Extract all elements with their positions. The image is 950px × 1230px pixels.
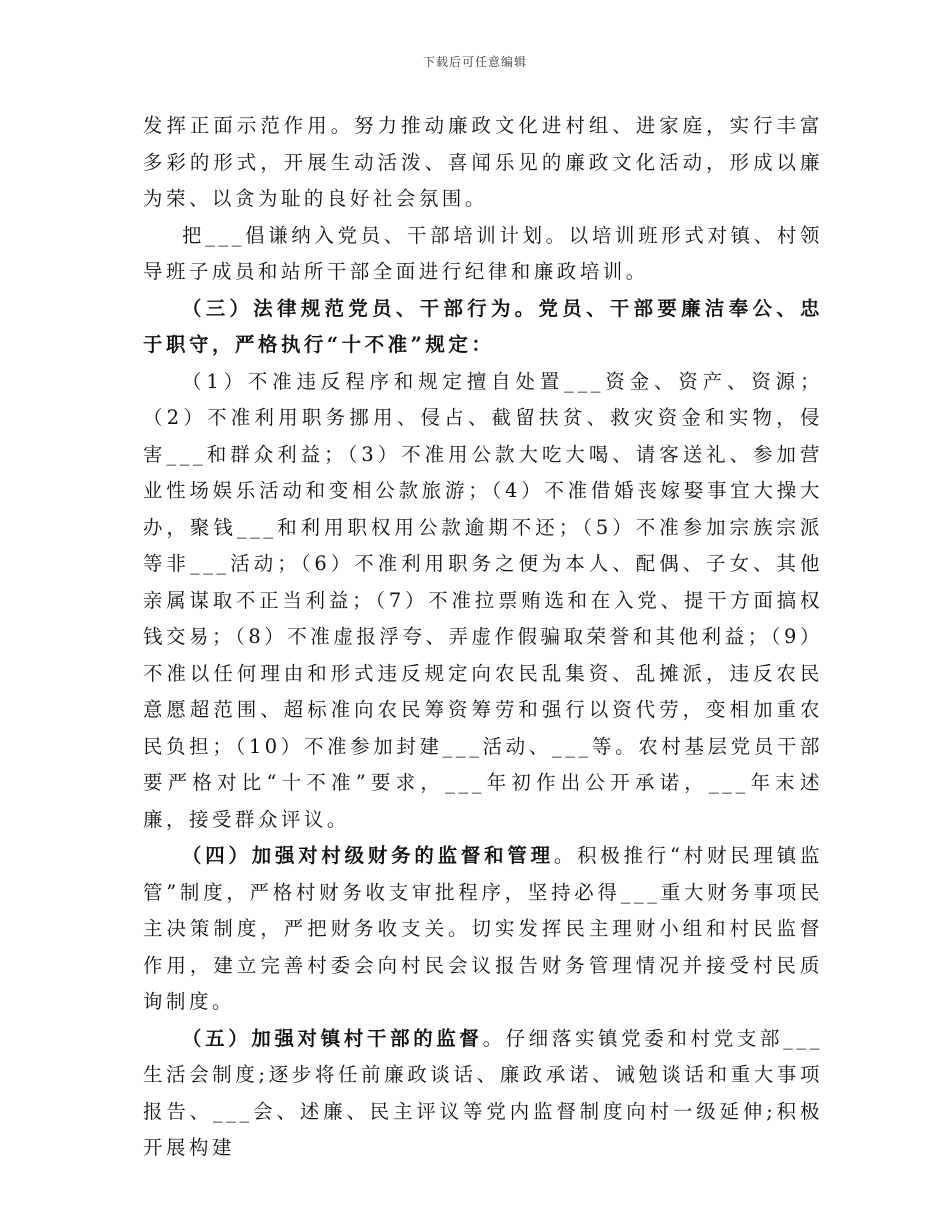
paragraph-section-4 bbox=[143, 838, 823, 1021]
section-heading-5: （五）加强对镇村干部的监督 bbox=[182, 1026, 483, 1050]
section-heading-3: （三）法律规范党员、干部行为。党员、干部要廉洁奉公、忠于职守，严格执行“十不准”规定： bbox=[143, 296, 823, 356]
document-body bbox=[143, 108, 823, 1167]
paragraph-section-5 bbox=[143, 1021, 823, 1167]
page-header: 下载后可任意编辑 bbox=[422, 55, 527, 69]
paragraph-ten-rules: （1）不准违反程序和规定擅自处置___资金、资产、资源；（2）不准利用职务挪用、侵占、截留扶贫、救灾资金和实物，侵害___和群众利益；（3）不准用公款大吃大喝、请客送礼、参加营业性场娱乐活动和变相公款旅游；（4）不准借婚丧嫁娶事宜大操大办，聚钱___和利用职权用公款逾期不还；（5）不准参加宗族宗派等非___活动；（6）不准利用职务之便为本人、配偶、子女、其他亲属谋取不正当利益；（7）不准拉票贿选和在入党、提干方面搞权钱交易；（8）不准虚报浮夸、弄虚作假骗取荣誉和其他利益；（9）不准以任何理由和形式违反规定向农民乱集资、乱摊派，违反农民意愿超范围、超标准向农民筹资筹劳和强行以资代劳，变相加重农民负担；（10）不准参加封建___活动、___等。农村基层党员干部要严格对比“十不准”要求，___年初作出公开承诺，___年末述廉，接受群众评议。 bbox=[143, 369, 823, 831]
paragraph-1: 发挥正面示范作用。努力推动廉政文化进村组、进家庭，实行丰富多彩的形式，开展生动活泼、喜闻乐见的廉政文化活动，形成以廉为荣、以贪为耻的良好社会氛围。 bbox=[143, 114, 823, 210]
paragraph-2: 把___倡谦纳入党员、干部培训计划。以培训班形式对镇、村领导班子成员和站所干部全面进行纪律和廉政培训。 bbox=[143, 223, 823, 283]
section-4-text: 。积极推行“村财民理镇监管”制度，严格村财务收支审批程序，坚持必得___重大财务事项民主决策制度，严把财务收支关。切实发挥民主理财小组和村民监督作用，建立完善村委会向村民会议报告财务管理情况并接受村民质询制度。 bbox=[143, 844, 823, 1013]
section-5-text: 。仔细落实镇党委和村党支部___生活会制度;逐步将任前廉政谈话、廉政承诺、诫勉谈话和重大事项报告、___会、述廉、民主评议等党内监督制度向村一级延伸;积极开展构建 bbox=[143, 1026, 823, 1159]
section-heading-4: （四）加强对村级财务的监督和管理 bbox=[182, 844, 554, 867]
